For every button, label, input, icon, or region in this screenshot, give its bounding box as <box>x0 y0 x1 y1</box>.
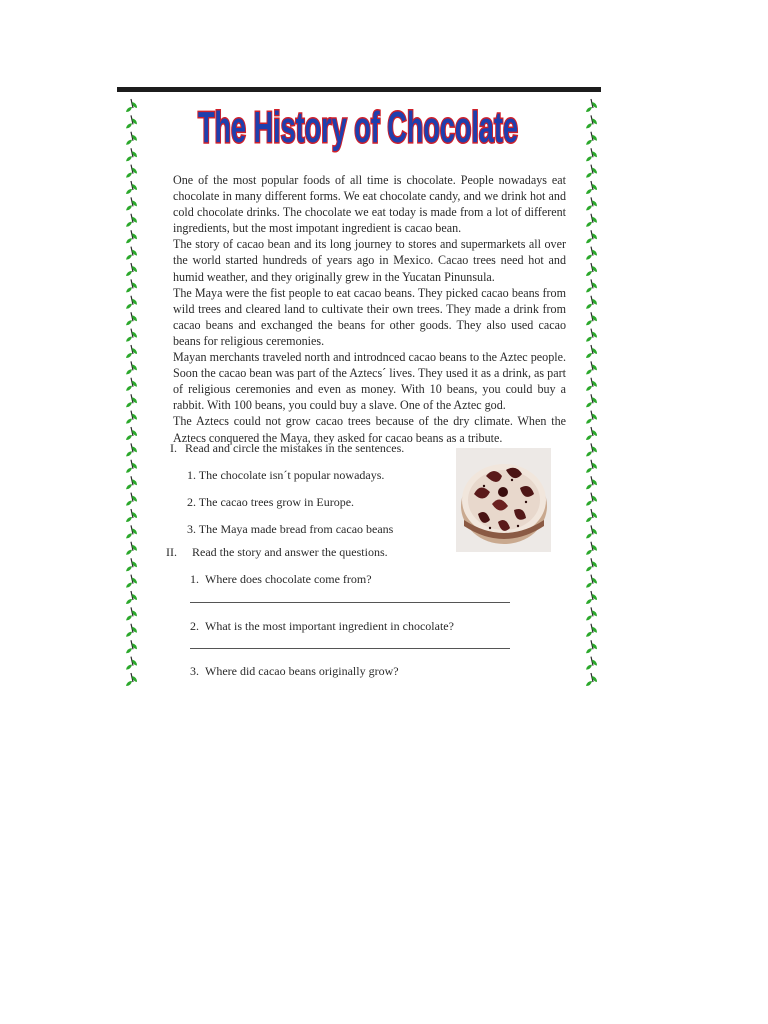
ivy-leaf-icon <box>586 640 597 653</box>
chocolate-cake-image <box>456 448 551 552</box>
question-1-number: 1. <box>190 572 199 586</box>
ivy-leaf-icon <box>126 591 137 604</box>
mistake-sentence-3: 3. The Maya made bread from cacao beans <box>187 522 394 536</box>
ivy-leaf-icon <box>586 165 597 178</box>
ivy-border-right <box>585 95 599 685</box>
question-3-text: Where did cacao beans originally grow? <box>205 664 399 678</box>
ivy-leaf-icon <box>586 197 597 210</box>
ivy-leaf-icon <box>126 378 137 391</box>
ivy-leaf-icon <box>126 427 137 440</box>
ivy-leaf-icon <box>586 132 597 145</box>
ivy-leaf-icon <box>586 181 597 194</box>
chocolate-cake-photo <box>456 448 551 552</box>
ivy-leaf-icon <box>126 148 137 161</box>
ivy-leaf-icon <box>586 591 597 604</box>
ivy-leaf-icon <box>586 525 597 538</box>
ivy-leaf-icon <box>586 443 597 456</box>
left-decorative-border <box>125 95 139 685</box>
answer-line-2[interactable] <box>190 648 510 649</box>
ivy-leaf-icon <box>126 312 137 325</box>
mistake-sentence-1: 1. The chocolate isn´t popular nowadays. <box>187 468 385 482</box>
mistake-sentence-2: 2. The cacao trees grow in Europe. <box>187 495 355 509</box>
ivy-leaf-icon <box>586 148 597 161</box>
ivy-leaf-icon <box>586 279 597 292</box>
ivy-leaf-icon <box>586 575 597 588</box>
ivy-leaf-icon <box>586 509 597 522</box>
ivy-leaf-icon <box>126 607 137 620</box>
ivy-leaf-icon <box>586 296 597 309</box>
ivy-leaf-icon <box>126 509 137 522</box>
ivy-leaf-icon <box>586 476 597 489</box>
ivy-leaf-icon <box>586 214 597 227</box>
ivy-leaf-icon <box>126 132 137 145</box>
ivy-leaf-icon <box>586 411 597 424</box>
ivy-leaf-icon <box>586 558 597 571</box>
ivy-leaf-icon <box>586 361 597 374</box>
ivy-leaf-icon <box>586 460 597 473</box>
ivy-leaf-icon <box>126 394 137 407</box>
ivy-border-left <box>125 95 139 685</box>
ivy-leaf-icon <box>586 394 597 407</box>
ivy-leaf-icon <box>126 197 137 210</box>
ivy-leaf-icon <box>586 345 597 358</box>
ivy-leaf-icon <box>586 607 597 620</box>
ivy-leaf-icon <box>126 443 137 456</box>
ivy-leaf-icon <box>586 657 597 670</box>
ivy-leaf-icon <box>126 230 137 243</box>
ivy-leaf-icon <box>126 640 137 653</box>
section-2-instruction: Read the story and answer the questions. <box>192 545 388 559</box>
section-1-numeral: I. <box>170 441 177 455</box>
ivy-leaf-icon <box>126 361 137 374</box>
ivy-leaf-icon <box>126 657 137 670</box>
ivy-leaf-icon <box>126 263 137 276</box>
ivy-leaf-icon <box>126 411 137 424</box>
worksheet-title <box>190 92 530 158</box>
question-2-number: 2. <box>190 619 199 633</box>
ivy-leaf-icon <box>126 558 137 571</box>
section-1-instruction: Read and circle the mistakes in the sentences. <box>185 441 405 455</box>
ivy-leaf-icon <box>126 460 137 473</box>
ivy-leaf-icon <box>126 345 137 358</box>
ivy-leaf-icon <box>586 263 597 276</box>
ivy-leaf-icon <box>126 214 137 227</box>
ivy-leaf-icon <box>586 427 597 440</box>
section-2-numeral: II. <box>166 545 177 559</box>
paragraph-4: Mayan merchants traveled north and introdnced cacao beans to the Aztec people. Soon the cacao bean was part of the Aztecs´ lives. They used it as a drink, as part of religious ceremonies and even as money. With 10 beans, you could buy a rabbit. With 100 beans, you could buy a slave. One of the Aztec god. <box>173 350 566 413</box>
ivy-leaf-icon <box>586 673 597 686</box>
ivy-leaf-icon <box>126 525 137 538</box>
ivy-leaf-icon <box>126 542 137 555</box>
ivy-leaf-icon <box>126 575 137 588</box>
ivy-leaf-icon <box>126 296 137 309</box>
ivy-leaf-icon <box>586 378 597 391</box>
ivy-leaf-icon <box>586 493 597 506</box>
paragraph-2: The story of cacao bean and its long journey to stores and supermarkets all over the world started hundreds of years ago in Mexico. Cacao trees need hot and humid weather, and they originally grew in the Yucatan Pinunsula. <box>173 237 566 284</box>
title-text: The History of Chocolate <box>198 103 518 152</box>
ivy-leaf-icon <box>126 476 137 489</box>
ivy-leaf-icon <box>586 99 597 112</box>
paragraph-5: The Aztecs could not grow cacao trees because of the dry climate. When the Aztecs conquered the Maya, they asked for cacao beans as a tribute. <box>173 414 566 445</box>
question-2-text: What is the most important ingredient in chocolate? <box>205 619 454 633</box>
ivy-leaf-icon <box>126 99 137 112</box>
ivy-leaf-icon <box>126 115 137 128</box>
ivy-leaf-icon <box>586 247 597 260</box>
ivy-leaf-icon <box>586 230 597 243</box>
answer-line-1[interactable] <box>190 602 510 603</box>
ivy-leaf-icon <box>126 493 137 506</box>
ivy-leaf-icon <box>586 542 597 555</box>
paragraph-3: The Maya were the fist people to eat cacao beans. They picked cacao beans from wild trees and cleared land to cultivate their own trees. They made a drink from cacao beans and exchanged the beans for other goods. They also used cacao beans for religious ceremonies. <box>173 285 566 348</box>
ivy-leaf-icon <box>126 165 137 178</box>
story-text <box>173 172 566 446</box>
ivy-leaf-icon <box>126 673 137 686</box>
question-1-text: Where does chocolate come from? <box>205 572 372 586</box>
right-decorative-border <box>585 95 599 685</box>
ivy-leaf-icon <box>126 329 137 342</box>
ivy-leaf-icon <box>586 329 597 342</box>
ivy-leaf-icon <box>126 247 137 260</box>
ivy-leaf-icon <box>126 624 137 637</box>
ivy-leaf-icon <box>586 312 597 325</box>
question-3-number: 3. <box>190 664 199 678</box>
title-wordart <box>190 92 530 158</box>
ivy-leaf-icon <box>586 115 597 128</box>
ivy-leaf-icon <box>126 181 137 194</box>
ivy-leaf-icon <box>126 279 137 292</box>
paragraph-1: One of the most popular foods of all time is chocolate. People nowadays eat chocolate in many different forms. We eat chocolate candy, and we drink hot and cold chocolate drinks. The chocolate we eat today is made from a lot of different ingredients, but the most impotant ingredient is cacao bean. <box>173 173 566 236</box>
ivy-leaf-icon <box>586 624 597 637</box>
